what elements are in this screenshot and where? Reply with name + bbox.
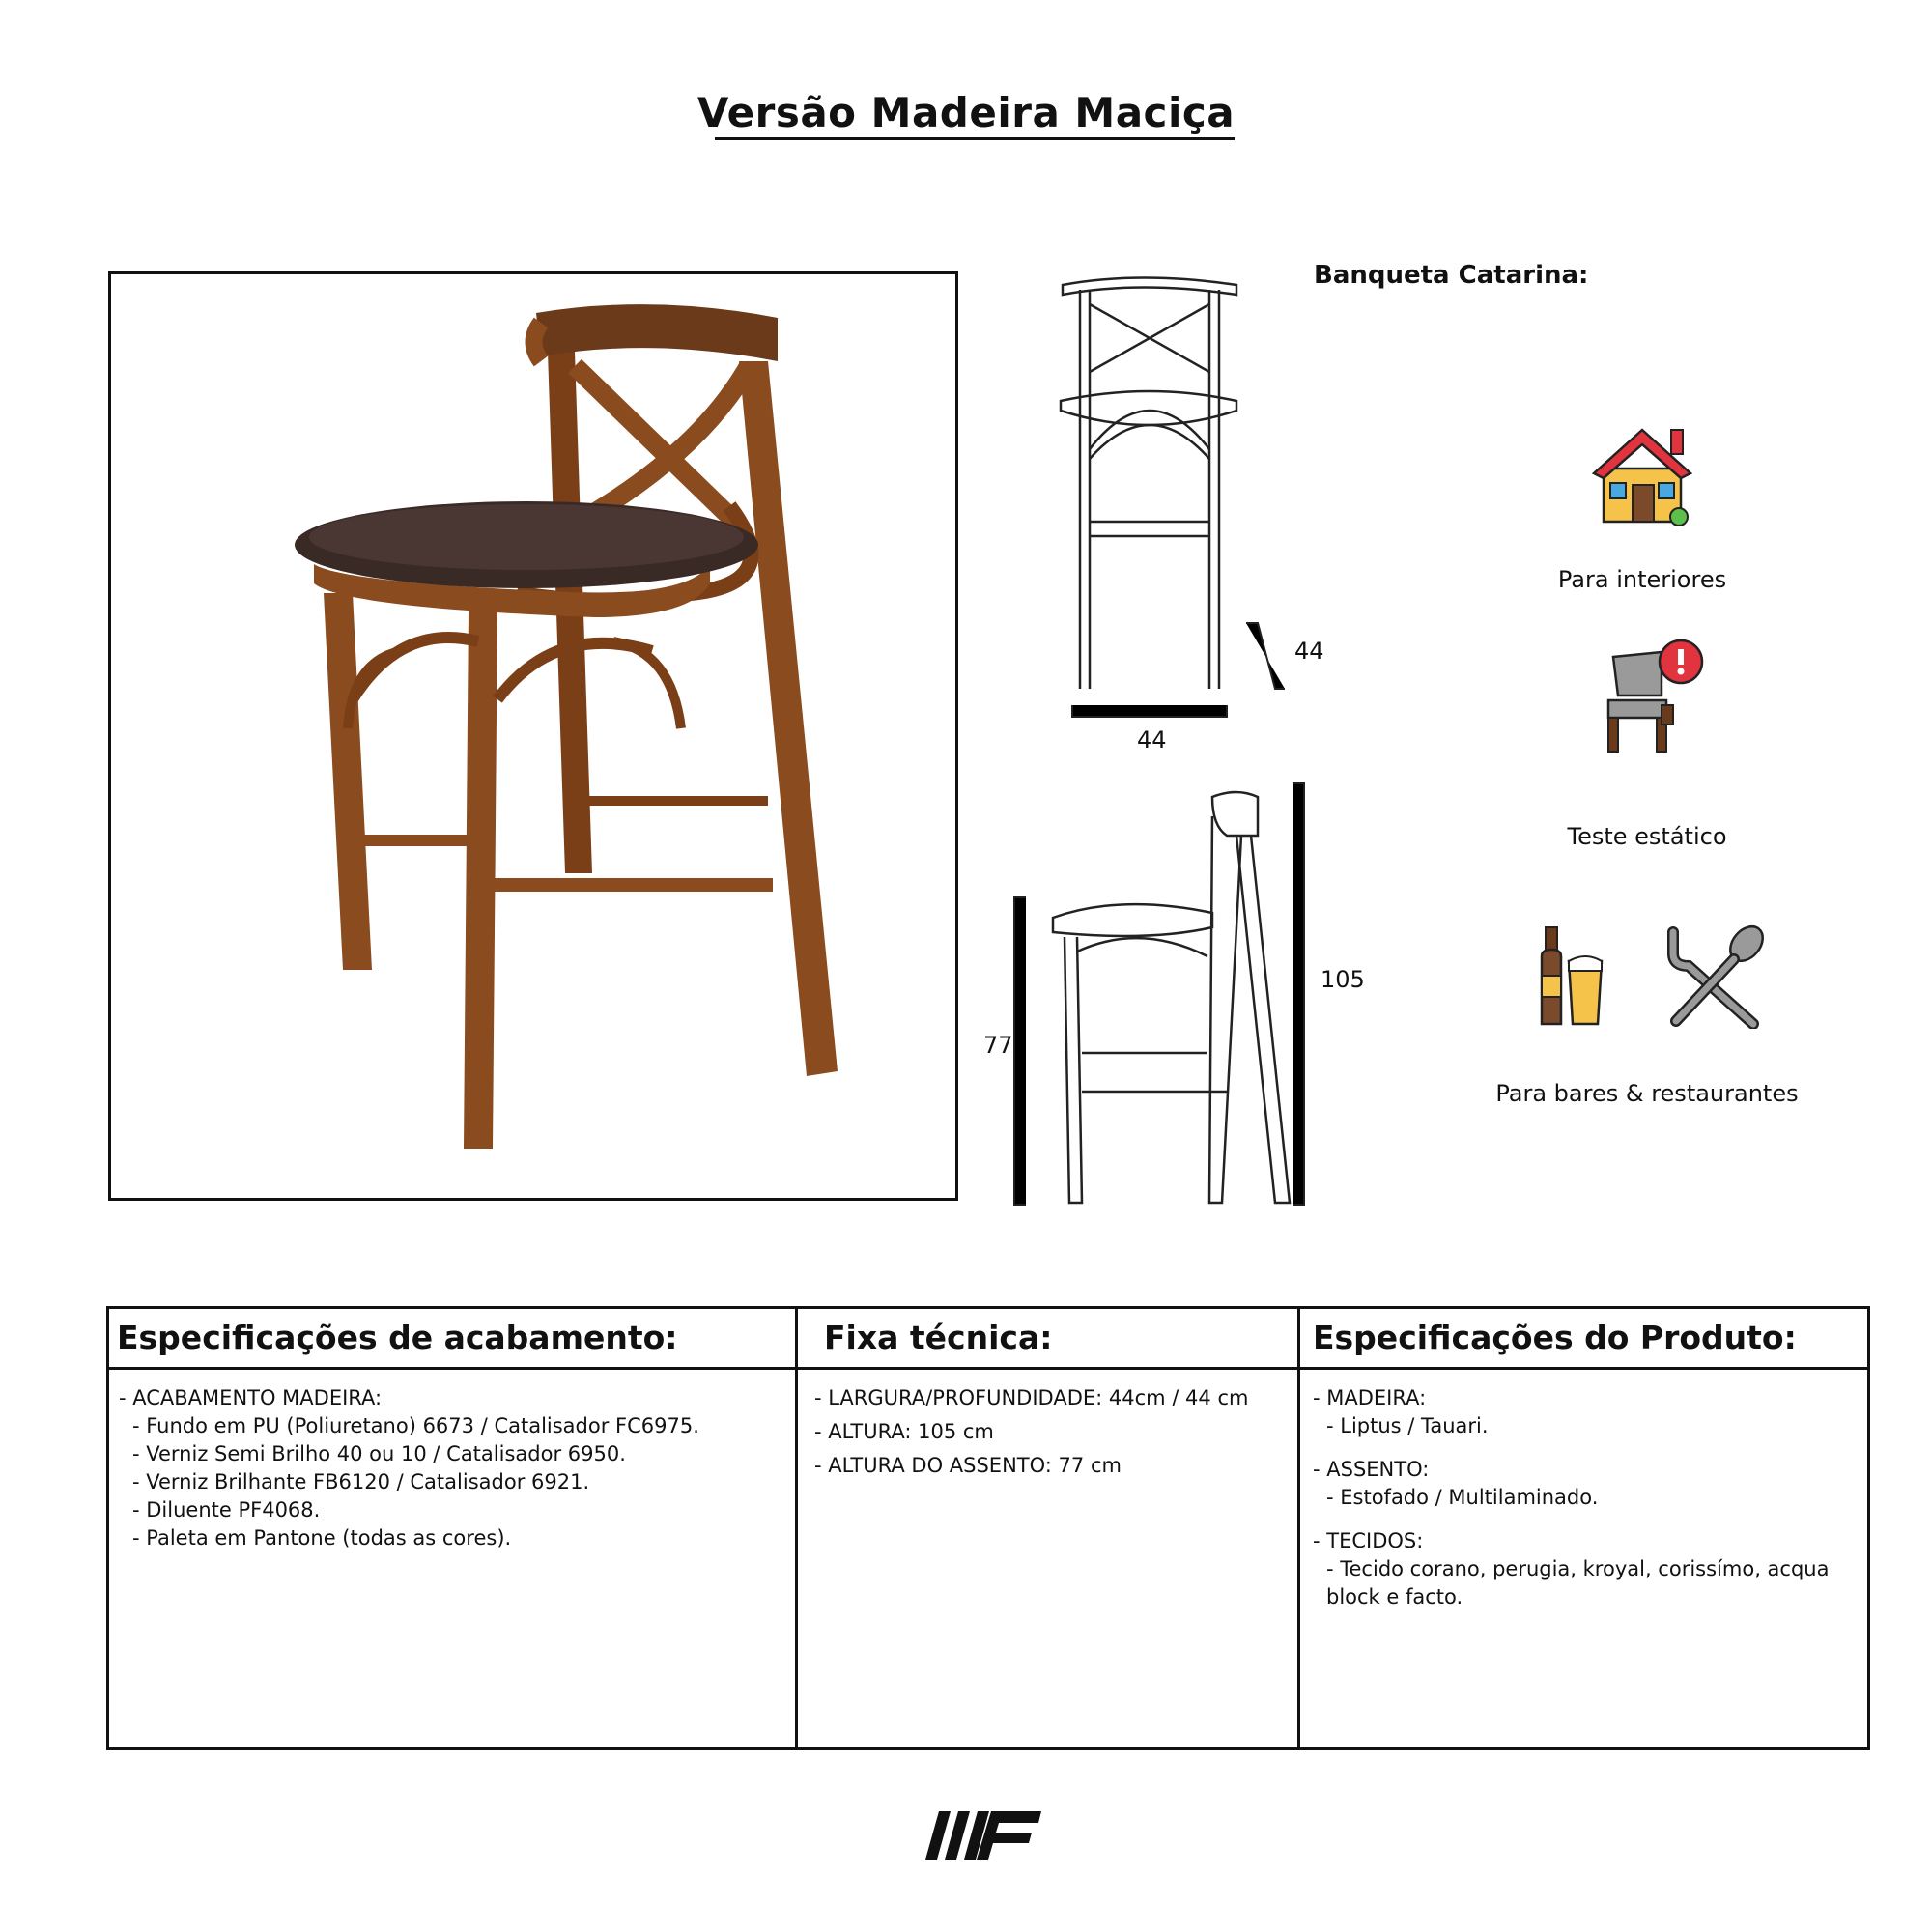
- acabamento-item: - Diluente PF4068.: [132, 1498, 321, 1521]
- ficha-body: [814, 1384, 1293, 1486]
- total-height-label: 105: [1321, 966, 1365, 993]
- title-underline: [715, 137, 1235, 140]
- seat-height-label: 77: [983, 1032, 1013, 1059]
- ficha-value: 77 cm: [1058, 1454, 1122, 1477]
- chair-test-icon: [1594, 638, 1710, 753]
- ficha-key: - ALTURA:: [814, 1420, 912, 1443]
- produto-section-title: - ASSENTO:: [1313, 1458, 1430, 1481]
- product-photo-frame: [108, 271, 958, 1201]
- brand-logo: [925, 1811, 1041, 1860]
- stool-photo: [111, 274, 955, 1198]
- produto-section-title: - MADEIRA:: [1313, 1386, 1427, 1409]
- acabamento-item: - Fundo em PU (Poliuretano) 6673 / Catalisador FC6975.: [132, 1414, 699, 1437]
- acabamento-item: - Paleta em Pantone (todas as cores).: [132, 1526, 512, 1549]
- ficha-key: - LARGURA/PROFUNDIDADE:: [814, 1386, 1103, 1409]
- page-title: Versão Madeira Maciça: [696, 89, 1236, 136]
- beer-bottle-glass-icon: [1534, 923, 1640, 1029]
- front-width-label: 44: [1137, 726, 1167, 753]
- ficha-row: [814, 1452, 1293, 1480]
- feature-label-bares: Para bares & restaurantes: [1495, 1080, 1799, 1107]
- ficha-value: 44cm / 44 cm: [1108, 1386, 1249, 1409]
- front-view-drawing: [1043, 266, 1314, 749]
- acabamento-item: - Verniz Brilhante FB6120 / Catalisador 6921.: [132, 1470, 590, 1493]
- house-icon: [1589, 425, 1695, 526]
- side-view-drawing: [1005, 778, 1314, 1222]
- produto-section-text: - Estofado / Multilaminado.: [1326, 1486, 1599, 1509]
- table-header-divider: [109, 1367, 1867, 1370]
- product-name: Banqueta Catarina:: [1314, 261, 1589, 290]
- ficha-value: 105 cm: [918, 1420, 994, 1443]
- ficha-header: Fixa técnica:: [824, 1319, 1053, 1356]
- cutlery-icon: [1662, 923, 1768, 1029]
- acabamento-body: [119, 1384, 785, 1552]
- acabamento-section-title: - ACABAMENTO MADEIRA:: [119, 1386, 383, 1409]
- ficha-row: [814, 1418, 1293, 1446]
- front-depth-label: 44: [1294, 638, 1324, 665]
- produto-section-text: - Tecido corano, perugia, kroyal, corissímo, acqua block e facto.: [1326, 1557, 1830, 1608]
- feature-label-teste: Teste estático: [1567, 823, 1727, 850]
- produto-section-text: - Liptus / Tauari.: [1326, 1414, 1489, 1437]
- acabamento-header: Especificações de acabamento:: [117, 1319, 678, 1356]
- ficha-key: - ALTURA DO ASSENTO:: [814, 1454, 1052, 1477]
- produto-header: Especificações do Produto:: [1313, 1319, 1797, 1356]
- table-col-divider-2: [1297, 1309, 1300, 1747]
- table-col-divider-1: [795, 1309, 798, 1747]
- produto-body: [1313, 1384, 1854, 1611]
- acabamento-item: - Verniz Semi Brilho 40 ou 10 / Catalisador 6950.: [132, 1442, 626, 1465]
- spec-table: [106, 1306, 1870, 1750]
- feature-label-interiores: Para interiores: [1557, 566, 1727, 593]
- ficha-row: [814, 1384, 1293, 1412]
- produto-section-title: - TECIDOS:: [1313, 1529, 1424, 1552]
